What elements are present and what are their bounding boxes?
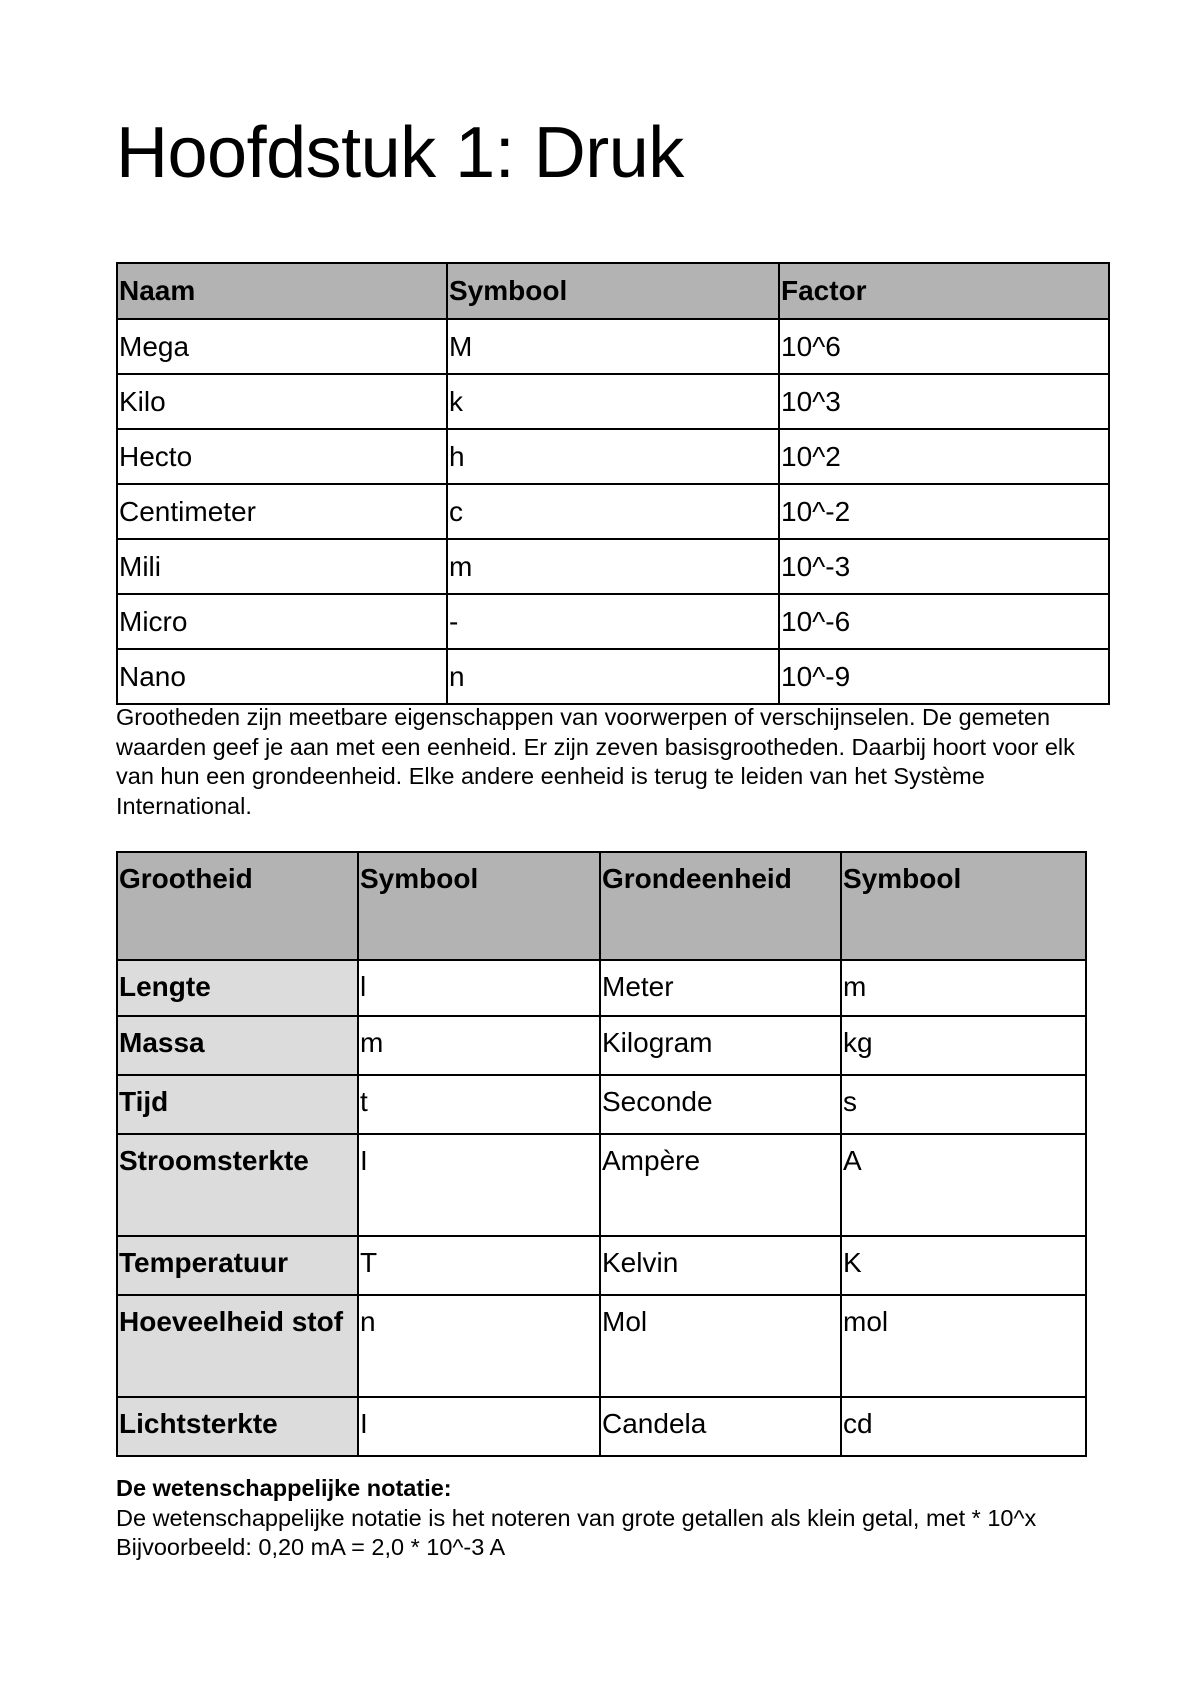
base-unit-symbol: K [841,1236,1086,1295]
prefix-name: Mili [117,539,447,594]
prefix-factor: 10^-3 [779,539,1109,594]
quantity-symbol: I [358,1134,600,1236]
base-unit: Ampère [600,1134,841,1236]
base-unit-symbol: A [841,1134,1086,1236]
notation-heading: De wetenschappelijke notatie: [116,1475,452,1501]
scientific-notation-section [116,1474,1116,1563]
notation-definition: De wetenschappelijke notatie is het noteren van grote getallen als klein getal, met * 10^x [116,1504,1037,1531]
table-row [117,1075,1086,1134]
prefix-symbol: n [447,649,779,704]
quantity-name: Lengte [117,960,358,1016]
table-row [117,1134,1086,1236]
quantity-name: Massa [117,1016,358,1075]
base-unit-symbol: cd [841,1397,1086,1456]
base-unit-symbol: kg [841,1016,1086,1075]
quantity-symbol: T [358,1236,600,1295]
table-row [117,484,1109,539]
table-row [117,594,1109,649]
notation-example: Bijvoorbeeld: 0,20 mA = 2,0 * 10^-3 A [116,1534,506,1560]
table-row [117,429,1109,484]
page-title: Hoofdstuk 1: Druk [116,113,684,193]
quantity-header-unit-symbool: Symbool [841,852,1086,960]
table-row [117,1295,1086,1397]
prefix-factor: 10^2 [779,429,1109,484]
quantity-name: Lichtsterkte [117,1397,358,1456]
prefix-name: Mega [117,319,447,374]
prefix-factor: 10^3 [779,374,1109,429]
table-row [117,1016,1086,1075]
table-row [117,319,1109,374]
base-unit-symbol: m [841,960,1086,1016]
table-row [117,374,1109,429]
table-row [117,649,1109,704]
prefix-factor: 10^6 [779,319,1109,374]
quantity-table [116,851,1087,1457]
quantity-symbol: m [358,1016,600,1075]
table-row [117,539,1109,594]
quantity-name: Stroomsterkte [117,1134,358,1236]
prefix-header-factor: Factor [779,263,1109,319]
base-unit: Mol [600,1295,841,1397]
prefix-table-header-row [117,263,1109,319]
base-unit: Meter [600,960,841,1016]
base-unit-symbol: s [841,1075,1086,1134]
prefix-name: Nano [117,649,447,704]
quantity-table-header-row [117,852,1086,960]
quantity-symbol: n [358,1295,600,1397]
prefix-header-naam: Naam [117,263,447,319]
prefix-name: Micro [117,594,447,649]
prefix-header-symbool: Symbool [447,263,779,319]
prefix-symbol: c [447,484,779,539]
base-unit: Seconde [600,1075,841,1134]
table-row [117,960,1086,1016]
base-unit-symbol: mol [841,1295,1086,1397]
prefix-factor: 10^-2 [779,484,1109,539]
base-unit: Kelvin [600,1236,841,1295]
quantity-header-grootheid: Grootheid [117,852,358,960]
prefix-symbol: h [447,429,779,484]
quantity-header-grondeenheid: Grondeenheid [600,852,841,960]
intro-paragraph: Grootheden zijn meetbare eigenschappen van voorwerpen of verschijnselen. De gemeten waarden geef je aan met een eenheid. Er zijn zeven basisgrootheden. Daarbij hoort voor elk van hun een grondeenheid. Elke andere eenheid is terug te leiden van het Système International. [116,704,1075,819]
quantity-name: Tijd [117,1075,358,1134]
prefix-name: Hecto [117,429,447,484]
prefix-factor: 10^-9 [779,649,1109,704]
prefix-symbol: M [447,319,779,374]
quantity-name: Hoeveelheid stof [117,1295,358,1397]
table-row [117,1397,1086,1456]
quantity-symbol: t [358,1075,600,1134]
quantity-name: Temperatuur [117,1236,358,1295]
prefix-table [116,262,1110,705]
base-unit: Candela [600,1397,841,1456]
prefix-factor: 10^-6 [779,594,1109,649]
prefix-symbol: - [447,594,779,649]
prefix-name: Centimeter [117,484,447,539]
prefix-symbol: k [447,374,779,429]
table-row [117,1236,1086,1295]
prefix-symbol: m [447,539,779,594]
quantity-symbol: I [358,1397,600,1456]
quantity-header-symbool: Symbool [358,852,600,960]
quantity-symbol: l [358,960,600,1016]
base-unit: Kilogram [600,1016,841,1075]
prefix-name: Kilo [117,374,447,429]
